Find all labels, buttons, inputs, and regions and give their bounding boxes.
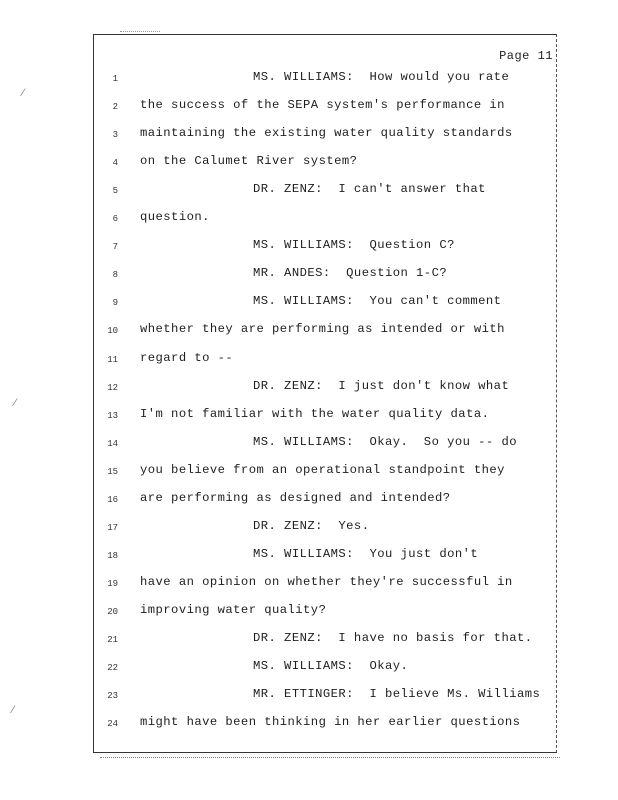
transcript-line xyxy=(0,519,560,539)
line-number: 14 xyxy=(107,438,118,449)
transcript-line xyxy=(0,294,560,314)
line-number: 10 xyxy=(107,326,118,337)
line-number: 19 xyxy=(107,578,118,589)
scan-artifact-top xyxy=(120,31,160,32)
transcript-line xyxy=(0,154,560,174)
line-text: DR. ZENZ: I can't answer that xyxy=(253,182,486,197)
transcript-line xyxy=(0,98,560,118)
line-text: question. xyxy=(140,210,210,225)
line-text: on the Calumet River system? xyxy=(140,154,358,169)
line-number: 6 xyxy=(112,214,118,225)
line-number: 3 xyxy=(112,130,118,141)
line-number: 20 xyxy=(107,606,118,617)
line-number: 13 xyxy=(107,410,118,421)
line-text: maintaining the existing water quality standards xyxy=(140,126,513,141)
line-text: improving water quality? xyxy=(140,602,327,617)
line-number: 16 xyxy=(107,494,118,505)
line-text: you believe from an operational standpoint they xyxy=(140,462,505,477)
line-text: are performing as designed and intended? xyxy=(140,490,451,505)
line-text: DR. ZENZ: Yes. xyxy=(253,518,370,533)
line-number: 9 xyxy=(112,298,118,309)
transcript-line xyxy=(0,631,560,651)
transcript-line xyxy=(0,70,560,90)
transcript-line xyxy=(0,435,560,455)
line-number: 1 xyxy=(112,74,118,84)
line-number: 5 xyxy=(112,186,118,197)
transcript-line xyxy=(0,182,560,202)
line-number: 15 xyxy=(107,466,118,477)
line-number: 23 xyxy=(107,691,118,702)
line-number: 11 xyxy=(107,354,118,365)
line-text: MR. ETTINGER: I believe Ms. Williams xyxy=(253,687,541,702)
transcript-line xyxy=(0,463,560,483)
line-text: MS. WILLIAMS: You can't comment xyxy=(253,294,502,309)
line-text: MR. ANDES: Question 1-C? xyxy=(253,266,448,281)
transcript-line xyxy=(0,238,560,258)
line-number: 2 xyxy=(112,102,118,113)
page-number: Page 11 xyxy=(499,49,553,63)
line-number: 12 xyxy=(107,382,118,393)
line-text: have an opinion on whether they're successful in xyxy=(140,574,513,589)
line-text: I'm not familiar with the water quality data. xyxy=(140,406,490,421)
transcript-line xyxy=(0,715,560,735)
margin-mark: ⁄ xyxy=(12,705,14,716)
line-number: 18 xyxy=(107,550,118,561)
line-text: MS. WILLIAMS: Question C? xyxy=(253,238,455,253)
line-text: whether they are performing as intended or with xyxy=(140,322,505,337)
transcript-line xyxy=(0,351,560,371)
margin-mark: ⁄ xyxy=(14,398,16,409)
line-text: MS. WILLIAMS: You just don't xyxy=(253,546,479,561)
line-text: might have been thinking in her earlier questions xyxy=(140,715,521,730)
line-text: MS. WILLIAMS: Okay. xyxy=(253,659,409,674)
margin-mark: ⁄ xyxy=(22,88,24,99)
line-number: 7 xyxy=(112,242,118,253)
transcript-line xyxy=(0,379,560,399)
line-text: regard to -- xyxy=(140,350,234,365)
scan-artifact-bottom xyxy=(100,757,560,758)
transcript-line xyxy=(0,575,560,595)
line-number: 22 xyxy=(107,663,118,674)
line-number: 8 xyxy=(112,270,118,281)
line-number: 4 xyxy=(112,158,118,169)
line-number: 17 xyxy=(107,522,118,533)
transcript-line xyxy=(0,322,560,342)
line-text: MS. WILLIAMS: How would you rate xyxy=(253,70,510,84)
transcript-line xyxy=(0,266,560,286)
transcript-line xyxy=(0,491,560,511)
transcript-line xyxy=(0,687,560,707)
transcript-line xyxy=(0,547,560,567)
transcript-line xyxy=(0,659,560,679)
line-text: MS. WILLIAMS: Okay. So you -- do xyxy=(253,434,517,449)
transcript-line xyxy=(0,126,560,146)
transcript-line xyxy=(0,407,560,427)
line-number: 21 xyxy=(107,635,118,645)
line-text: DR. ZENZ: I just don't know what xyxy=(253,378,510,393)
line-text: the success of the SEPA system's performance in xyxy=(140,98,505,113)
transcript-line xyxy=(0,210,560,230)
transcript-line xyxy=(0,603,560,623)
line-text: DR. ZENZ: I have no basis for that. xyxy=(253,631,533,645)
line-number: 24 xyxy=(107,719,118,730)
